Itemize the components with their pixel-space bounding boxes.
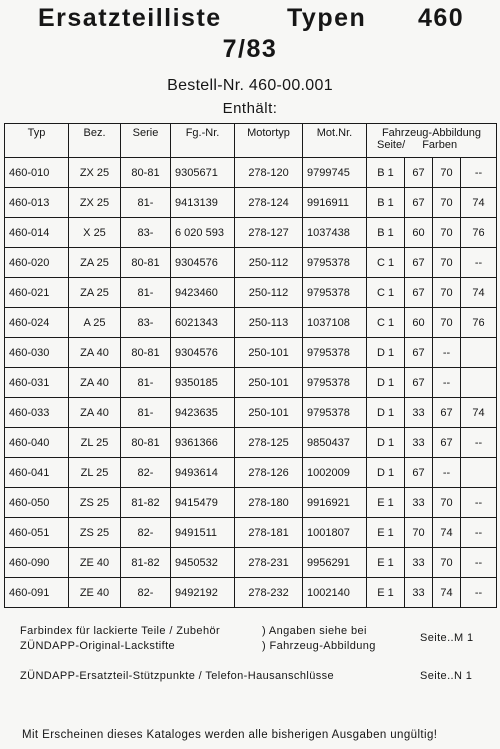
cell-f2: 70 bbox=[433, 188, 461, 218]
col-header-bez: Bez. bbox=[69, 124, 121, 158]
table-row bbox=[5, 428, 497, 458]
contains-label: Enthält: bbox=[222, 100, 278, 117]
cell-motortyp: 250-113 bbox=[235, 308, 303, 338]
cell-motnr: 1037438 bbox=[303, 218, 367, 248]
cell-f1: 67 bbox=[405, 368, 433, 398]
cell-f3: -- bbox=[461, 548, 497, 578]
table-row bbox=[5, 398, 497, 428]
cell-f2: 67 bbox=[433, 428, 461, 458]
table-row bbox=[5, 158, 497, 188]
cell-typ: 460-051 bbox=[5, 518, 69, 548]
cell-fg: 6021343 bbox=[171, 308, 235, 338]
cell-f3 bbox=[461, 458, 497, 488]
cell-serie: 83- bbox=[121, 308, 171, 338]
table-body bbox=[5, 158, 497, 608]
cell-typ: 460-090 bbox=[5, 548, 69, 578]
cell-fg: 9492192 bbox=[171, 578, 235, 608]
cell-f3: -- bbox=[461, 248, 497, 278]
cell-f3 bbox=[461, 368, 497, 398]
footer-validity-notice: Mit Erscheinen dieses Kataloges werden alle bisherigen Ausgaben ungültig! bbox=[22, 729, 438, 741]
cell-fg: 9305671 bbox=[171, 158, 235, 188]
cell-f1: 67 bbox=[405, 278, 433, 308]
fz-header-bottom bbox=[367, 139, 496, 151]
cell-f3: -- bbox=[461, 488, 497, 518]
cell-f1: 67 bbox=[405, 248, 433, 278]
cell-motortyp: 278-180 bbox=[235, 488, 303, 518]
table-row bbox=[5, 458, 497, 488]
cell-motortyp: 278-232 bbox=[235, 578, 303, 608]
order-number: Bestell-Nr. 460-00.001 bbox=[167, 77, 333, 94]
title-word-typen: Typen bbox=[287, 4, 367, 32]
table-header-row bbox=[5, 124, 497, 158]
cell-f2: 74 bbox=[433, 518, 461, 548]
cell-serie: 80-81 bbox=[121, 338, 171, 368]
title-word-ersatzteilliste: Ersatzteilliste bbox=[38, 4, 222, 32]
cell-serie: 81-82 bbox=[121, 548, 171, 578]
cell-f3: -- bbox=[461, 158, 497, 188]
parts-table bbox=[4, 123, 497, 608]
footer-line-1-ref: ) Angaben siehe bei bbox=[262, 625, 367, 637]
cell-f1: 33 bbox=[405, 548, 433, 578]
cell-f1: 33 bbox=[405, 398, 433, 428]
fz-header-farben: Farben bbox=[422, 139, 458, 151]
cell-bez: ZX 25 bbox=[69, 188, 121, 218]
table-row bbox=[5, 278, 497, 308]
cell-motortyp: 250-112 bbox=[235, 278, 303, 308]
cell-f3: 74 bbox=[461, 188, 497, 218]
cell-typ: 460-010 bbox=[5, 158, 69, 188]
cell-motnr: 9916921 bbox=[303, 488, 367, 518]
cell-f2: 70 bbox=[433, 278, 461, 308]
footer-lackstifte-text: ZÜNDAPP-Original-Lackstifte bbox=[20, 640, 176, 652]
table-row bbox=[5, 308, 497, 338]
col-header-fg-nr: Fg.-Nr. bbox=[171, 124, 235, 158]
cell-fg: 9304576 bbox=[171, 248, 235, 278]
cell-bez: ZL 25 bbox=[69, 458, 121, 488]
cell-typ: 460-033 bbox=[5, 398, 69, 428]
cell-motnr: 9795378 bbox=[303, 368, 367, 398]
col-header-serie: Serie bbox=[121, 124, 171, 158]
cell-motortyp: 250-101 bbox=[235, 398, 303, 428]
cell-fg: 9361366 bbox=[171, 428, 235, 458]
cell-seite: D 1 bbox=[367, 398, 405, 428]
cell-typ: 460-020 bbox=[5, 248, 69, 278]
cell-bez: ZA 25 bbox=[69, 278, 121, 308]
cell-f1: 33 bbox=[405, 428, 433, 458]
fz-header-seite: Seite/ bbox=[377, 139, 406, 151]
table-row bbox=[5, 578, 497, 608]
cell-fg: 9350185 bbox=[171, 368, 235, 398]
cell-f3: 76 bbox=[461, 308, 497, 338]
cell-f1: 60 bbox=[405, 308, 433, 338]
table-row bbox=[5, 188, 497, 218]
cell-fg: 9450532 bbox=[171, 548, 235, 578]
cell-f3: 74 bbox=[461, 398, 497, 428]
cell-motnr: 9956291 bbox=[303, 548, 367, 578]
cell-f1: 67 bbox=[405, 458, 433, 488]
cell-seite: D 1 bbox=[367, 428, 405, 458]
cell-typ: 460-050 bbox=[5, 488, 69, 518]
cell-motnr: 9795378 bbox=[303, 278, 367, 308]
col-header-mot-nr: Mot.Nr. bbox=[303, 124, 367, 158]
table-row bbox=[5, 218, 497, 248]
footer-page-ref-m1: Seite..M 1 bbox=[420, 632, 474, 644]
cell-seite: B 1 bbox=[367, 218, 405, 248]
table-row bbox=[5, 368, 497, 398]
cell-f3: -- bbox=[461, 428, 497, 458]
table-row bbox=[5, 248, 497, 278]
cell-bez: ZE 40 bbox=[69, 578, 121, 608]
cell-motortyp: 250-101 bbox=[235, 368, 303, 398]
cell-motnr: 1002140 bbox=[303, 578, 367, 608]
cell-seite: E 1 bbox=[367, 488, 405, 518]
cell-motnr: 9795378 bbox=[303, 248, 367, 278]
cell-f3: -- bbox=[461, 518, 497, 548]
title-type-number: 460 bbox=[418, 4, 465, 32]
cell-bez: ZA 25 bbox=[69, 248, 121, 278]
cell-typ: 460-021 bbox=[5, 278, 69, 308]
cell-bez: ZA 40 bbox=[69, 398, 121, 428]
cell-serie: 81- bbox=[121, 368, 171, 398]
cell-motortyp: 278-181 bbox=[235, 518, 303, 548]
col-header-typ: Typ bbox=[5, 124, 69, 158]
cell-motnr: 9916911 bbox=[303, 188, 367, 218]
cell-motortyp: 278-127 bbox=[235, 218, 303, 248]
cell-typ: 460-091 bbox=[5, 578, 69, 608]
cell-f1: 60 bbox=[405, 218, 433, 248]
cell-fg: 9423460 bbox=[171, 278, 235, 308]
cell-fg: 9415479 bbox=[171, 488, 235, 518]
cell-seite: C 1 bbox=[367, 308, 405, 338]
cell-serie: 80-81 bbox=[121, 428, 171, 458]
cell-motnr: 1002009 bbox=[303, 458, 367, 488]
table-row bbox=[5, 338, 497, 368]
cell-typ: 460-041 bbox=[5, 458, 69, 488]
title-date: 7/83 bbox=[222, 35, 278, 63]
footer-stuetzpunkte-text: ZÜNDAPP-Ersatzteil-Stützpunkte / Telefon-Hausanschlüsse bbox=[20, 670, 335, 682]
cell-bez: ZS 25 bbox=[69, 518, 121, 548]
cell-f1: 67 bbox=[405, 188, 433, 218]
fz-header-top: Fahrzeug-Abbildung bbox=[381, 127, 482, 139]
cell-bez: ZL 25 bbox=[69, 428, 121, 458]
cell-f1: 67 bbox=[405, 338, 433, 368]
cell-f3: 74 bbox=[461, 278, 497, 308]
cell-fg: 9491511 bbox=[171, 518, 235, 548]
cell-motortyp: 278-124 bbox=[235, 188, 303, 218]
cell-fg: 9423635 bbox=[171, 398, 235, 428]
cell-fg: 9304576 bbox=[171, 338, 235, 368]
col-header-fahrzeug-abbildung bbox=[367, 124, 497, 158]
cell-seite: D 1 bbox=[367, 338, 405, 368]
cell-serie: 81- bbox=[121, 398, 171, 428]
cell-bez: X 25 bbox=[69, 218, 121, 248]
cell-f2: 70 bbox=[433, 248, 461, 278]
cell-typ: 460-024 bbox=[5, 308, 69, 338]
cell-f2: 74 bbox=[433, 578, 461, 608]
cell-f1: 33 bbox=[405, 488, 433, 518]
cell-seite: E 1 bbox=[367, 578, 405, 608]
cell-f2: 67 bbox=[433, 398, 461, 428]
cell-fg: 9493614 bbox=[171, 458, 235, 488]
cell-serie: 82- bbox=[121, 578, 171, 608]
cell-serie: 80-81 bbox=[121, 158, 171, 188]
table-row bbox=[5, 488, 497, 518]
cell-f2: -- bbox=[433, 458, 461, 488]
cell-typ: 460-031 bbox=[5, 368, 69, 398]
cell-motortyp: 250-112 bbox=[235, 248, 303, 278]
cell-motnr: 1037108 bbox=[303, 308, 367, 338]
cell-bez: ZX 25 bbox=[69, 158, 121, 188]
cell-bez: ZA 40 bbox=[69, 368, 121, 398]
cell-f1: 33 bbox=[405, 578, 433, 608]
footer-page-ref-n1: Seite..N 1 bbox=[420, 670, 473, 682]
cell-motnr: 9795378 bbox=[303, 338, 367, 368]
cell-typ: 460-030 bbox=[5, 338, 69, 368]
footer-farbindex-text: Farbindex für lackierte Teile / Zubehör bbox=[20, 625, 221, 637]
cell-motnr: 9850437 bbox=[303, 428, 367, 458]
cell-seite: E 1 bbox=[367, 518, 405, 548]
cell-motortyp: 278-126 bbox=[235, 458, 303, 488]
cell-serie: 80-81 bbox=[121, 248, 171, 278]
cell-serie: 81- bbox=[121, 278, 171, 308]
cell-bez: A 25 bbox=[69, 308, 121, 338]
table-row bbox=[5, 548, 497, 578]
footer-line-2-ref: ) Fahrzeug-Abbildung bbox=[262, 640, 376, 652]
cell-motortyp: 278-231 bbox=[235, 548, 303, 578]
cell-serie: 82- bbox=[121, 458, 171, 488]
cell-motortyp: 278-125 bbox=[235, 428, 303, 458]
cell-typ: 460-040 bbox=[5, 428, 69, 458]
cell-f1: 67 bbox=[405, 158, 433, 188]
footer-line-1 bbox=[20, 625, 220, 637]
cell-bez: ZS 25 bbox=[69, 488, 121, 518]
cell-serie: 81-82 bbox=[121, 488, 171, 518]
cell-f2: 70 bbox=[433, 158, 461, 188]
cell-motortyp: 278-120 bbox=[235, 158, 303, 188]
cell-f3 bbox=[461, 338, 497, 368]
cell-serie: 82- bbox=[121, 518, 171, 548]
cell-seite: D 1 bbox=[367, 458, 405, 488]
cell-seite: C 1 bbox=[367, 248, 405, 278]
cell-f1: 70 bbox=[405, 518, 433, 548]
cell-seite: D 1 bbox=[367, 368, 405, 398]
cell-serie: 81- bbox=[121, 188, 171, 218]
cell-seite: B 1 bbox=[367, 188, 405, 218]
cell-fg: 9413139 bbox=[171, 188, 235, 218]
cell-motortyp: 250-101 bbox=[235, 338, 303, 368]
cell-motnr: 9795378 bbox=[303, 398, 367, 428]
cell-f2: 70 bbox=[433, 308, 461, 338]
cell-motnr: 1001807 bbox=[303, 518, 367, 548]
cell-f2: -- bbox=[433, 338, 461, 368]
cell-serie: 83- bbox=[121, 218, 171, 248]
cell-f2: -- bbox=[433, 368, 461, 398]
cell-f2: 70 bbox=[433, 218, 461, 248]
table-row bbox=[5, 518, 497, 548]
cell-fg: 6 020 593 bbox=[171, 218, 235, 248]
cell-bez: ZE 40 bbox=[69, 548, 121, 578]
cell-f3: -- bbox=[461, 578, 497, 608]
cell-seite: E 1 bbox=[367, 548, 405, 578]
cell-f2: 70 bbox=[433, 548, 461, 578]
cell-bez: ZA 40 bbox=[69, 338, 121, 368]
cell-motnr: 9799745 bbox=[303, 158, 367, 188]
cell-typ: 460-013 bbox=[5, 188, 69, 218]
cell-seite: B 1 bbox=[367, 158, 405, 188]
cell-f2: 70 bbox=[433, 488, 461, 518]
col-header-motortyp: Motortyp bbox=[235, 124, 303, 158]
cell-seite: C 1 bbox=[367, 278, 405, 308]
cell-f3: 76 bbox=[461, 218, 497, 248]
cell-typ: 460-014 bbox=[5, 218, 69, 248]
